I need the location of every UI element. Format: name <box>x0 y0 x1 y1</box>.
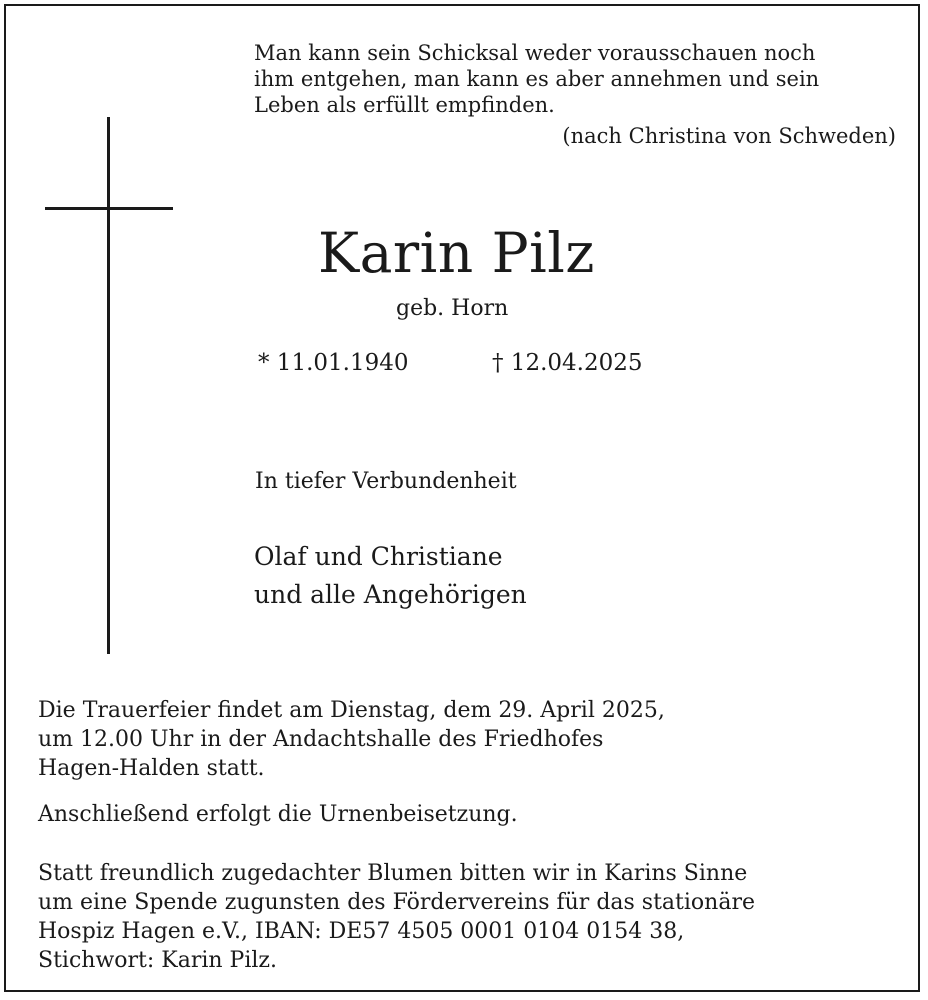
quote-line-1: Man kann sein Schicksal weder vorausschauen noch <box>254 41 816 65</box>
epigraph-quote <box>254 40 904 118</box>
ceremony-info <box>38 696 908 783</box>
condolence-phrase: In tiefer Verbundenheit <box>255 469 517 494</box>
death-date: † 12.04.2025 <box>492 350 643 376</box>
maiden-name: geb. Horn <box>396 296 509 321</box>
ceremony-line-3: Hagen-Halden statt. <box>38 756 265 781</box>
mourner-line-1: Olaf und Christiane <box>254 542 503 571</box>
donation-line-4: Stichwort: Karin Pilz. <box>38 948 278 973</box>
urn-burial-info <box>38 800 908 829</box>
mourner-line-2: und alle Angehörigen <box>254 580 527 609</box>
urn-burial-line: Anschließend erfolgt die Urnenbeisetzung. <box>38 802 518 827</box>
obituary-border <box>4 4 920 992</box>
cross-horizontal-bar <box>45 207 173 210</box>
ceremony-line-1: Die Trauerfeier findet am Dienstag, dem 29. April 2025, <box>38 698 665 723</box>
deceased-name: Karin Pilz <box>318 221 595 285</box>
donation-line-3: Hospiz Hagen e.V., IBAN: DE57 4505 0001 0104 0154 38, <box>38 919 685 944</box>
cross-vertical-bar <box>107 117 110 654</box>
donation-info <box>38 859 908 975</box>
quote-line-2: ihm entgehen, man kann es aber annehmen und sein <box>254 67 820 91</box>
donation-line-1: Statt freundlich zugedachter Blumen bitten wir in Karins Sinne <box>38 861 748 886</box>
donation-line-2: um eine Spende zugunsten des Fördervereins für das stationäre <box>38 890 755 915</box>
birth-date: * 11.01.1940 <box>258 350 409 376</box>
mourners-list <box>254 538 527 614</box>
ceremony-line-2: um 12.00 Uhr in der Andachtshalle des Friedhofes <box>38 727 604 752</box>
quote-line-3: Leben als erfüllt empfinden. <box>254 93 555 117</box>
quote-source: (nach Christina von Schweden) <box>562 124 896 148</box>
